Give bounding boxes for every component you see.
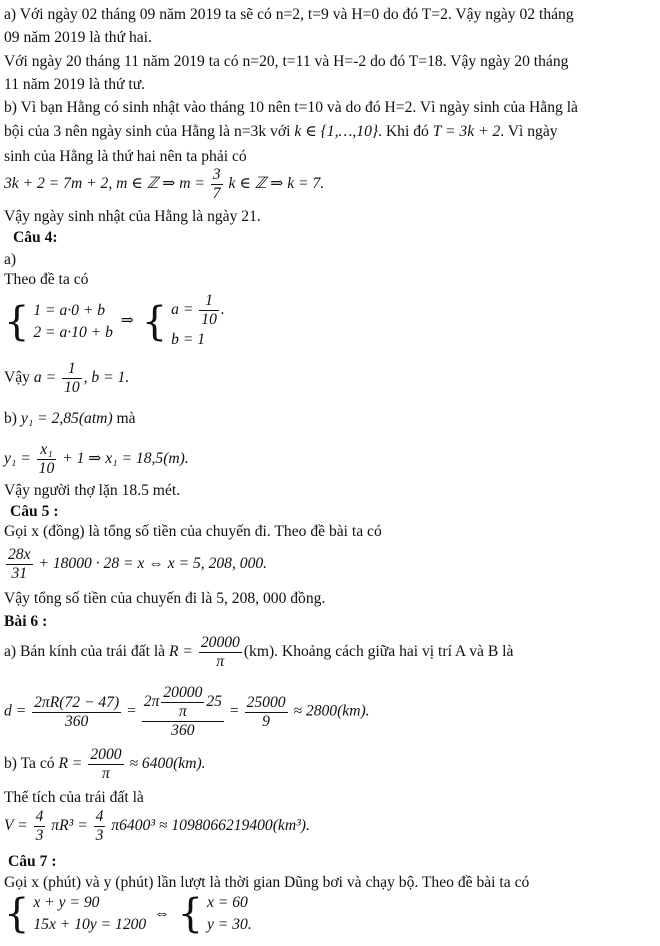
text-line: a) [4,251,17,268]
text-line: Vậy tổng số tiền của chuyến đi là 5, 208, 000 đồng. [4,590,326,607]
equation-line: d = $\frac{2\pi R(72 - 47)}{360}$ = 2π $\frac{20000}{\pi}$ 25 360 = $\frac{25000}{9}$ ≈ 2800(km). [4,684,370,739]
left-brace: { [177,891,204,937]
text-span: . Khi đó [378,123,429,140]
equation-line: Vậy a = $\frac{1}{10}$ , b = 1. [4,360,130,396]
text-line: Với ngày 20 tháng 11 năm 2019 ta có n=20, t=11 và H=-2 do đó T=18. Vậy ngày 20 tháng [4,53,569,70]
text-line: a) Với ngày 02 tháng 09 năm 2019 ta sẽ có n=2, t=9 và H=0 do đó T=2. Vậy ngày 02 tháng [4,6,574,23]
equation-line [4,166,656,203]
section-heading: Câu 5 : [10,503,59,520]
solution-lines: x = 60 y = 30. [206,894,252,933]
math-expr: 3k + 2 = 7m + 2, m ∈ ℤ ⇒ m = [4,175,205,193]
equation-line: V = $\frac{4}{3}$ πR³ = $\frac{4}{3}$ π6400³ ≈ 1098066219400(km³). [4,808,310,844]
fraction: $\frac{2\pi R(72 - 47)}{360}$ [34,693,120,730]
text-line: Gọi x (phút) và y (phút) lần lượt là thời gian Dũng bơi và chạy bộ. Theo đề bài ta có [4,874,530,891]
equation-line: y₁ = $\frac{\text{x₁}}{10}$ + 1 ⇒ x₁ = 18,5(m). [4,441,189,477]
fraction: $\frac{3}{7}$ [212,166,221,202]
text-line: 09 năm 2019 là thứ hai. [4,29,152,46]
math-expr: k ∈ {1,…,10} [294,123,379,140]
system-lines: x + y = 90 15x + 10y = 1200 [33,894,147,933]
fraction: $\frac{28x}{31}$ [8,546,31,582]
left-brace: { [4,298,30,345]
equation-line: b) y₁ = 2,85(atm) mà [4,410,136,427]
text-line: Theo đề ta có [4,271,89,288]
fraction: $\frac{4}{3}$ [35,808,44,844]
fraction: $\frac{\text{x₁}}{10}$ [38,441,55,477]
text-line [4,121,656,142]
text-line: Vậy người thợ lặn 18.5 mét. [4,482,181,499]
text-span: Vậy [4,369,30,387]
text-line: sinh của Hằng là thứ hai nên ta phải có [4,148,247,165]
text-span: bội của 3 nên ngày sinh của Hằng là n=3k với [4,123,291,140]
left-brace: { [4,891,30,937]
solution-lines: a = $\frac{1}{10}$ . b = 1 [171,292,225,348]
equation-system [4,292,656,350]
fraction: $\frac{1}{10}$ [64,360,80,396]
implies-symbol: ⇒ [120,312,134,330]
text-span: . Vì ngày [500,123,558,140]
text-line: 11 năm 2019 là thứ tư. [4,76,146,93]
equation-line: b) Ta có R = $\frac{2000}{\pi}$ ≈ 6400(km). [4,746,206,782]
fraction: $\frac{20000}{\pi}$ [200,634,240,670]
section-heading: Bài 6 : [4,613,48,630]
text-line: b) Vì bạn Hằng có sinh nhật vào tháng 10 nên t=10 và do đó H=2. Vì ngày sinh của Hằng là [4,99,578,116]
equation-system [4,892,656,944]
section-heading: Câu 4: [13,229,58,246]
fraction: $\frac{4}{3}$ [95,808,104,844]
math-expr: k ∈ ℤ ⇒ k = 7. [228,175,325,193]
left-brace: { [141,298,168,345]
equation-line: $\frac{28x}{31}$ + 18000 · 28 = x ⇔ x = 5, 208, 000. [8,546,268,582]
fraction: $\frac{2000}{\pi}$ [90,746,122,782]
text-line: Thể tích của trái đất là [4,789,144,806]
fraction: 2π $\frac{20000}{\pi}$ 25 360 [143,684,222,739]
section-heading: Câu 7 : [8,853,57,870]
text-line: Gọi x (đồng) là tổng số tiền của chuyến đi. Theo đề bài ta có [4,523,382,540]
text-line: Vậy ngày sinh nhật của Hằng là ngày 21. [4,208,261,225]
system-lines: 1 = a·0 + b 2 = a·10 + b [33,301,113,341]
fraction: $\frac{25000}{9}$ [246,693,286,730]
equivalent-symbol: ⇔ [154,904,170,922]
math-expr: T = 3k + 2 [432,123,501,140]
equation-line: a) Bán kính của trái đất là R = $\frac{20000}{\pi}$ (km). Khoảng cách giữa hai vị trí A và B là [4,634,514,670]
